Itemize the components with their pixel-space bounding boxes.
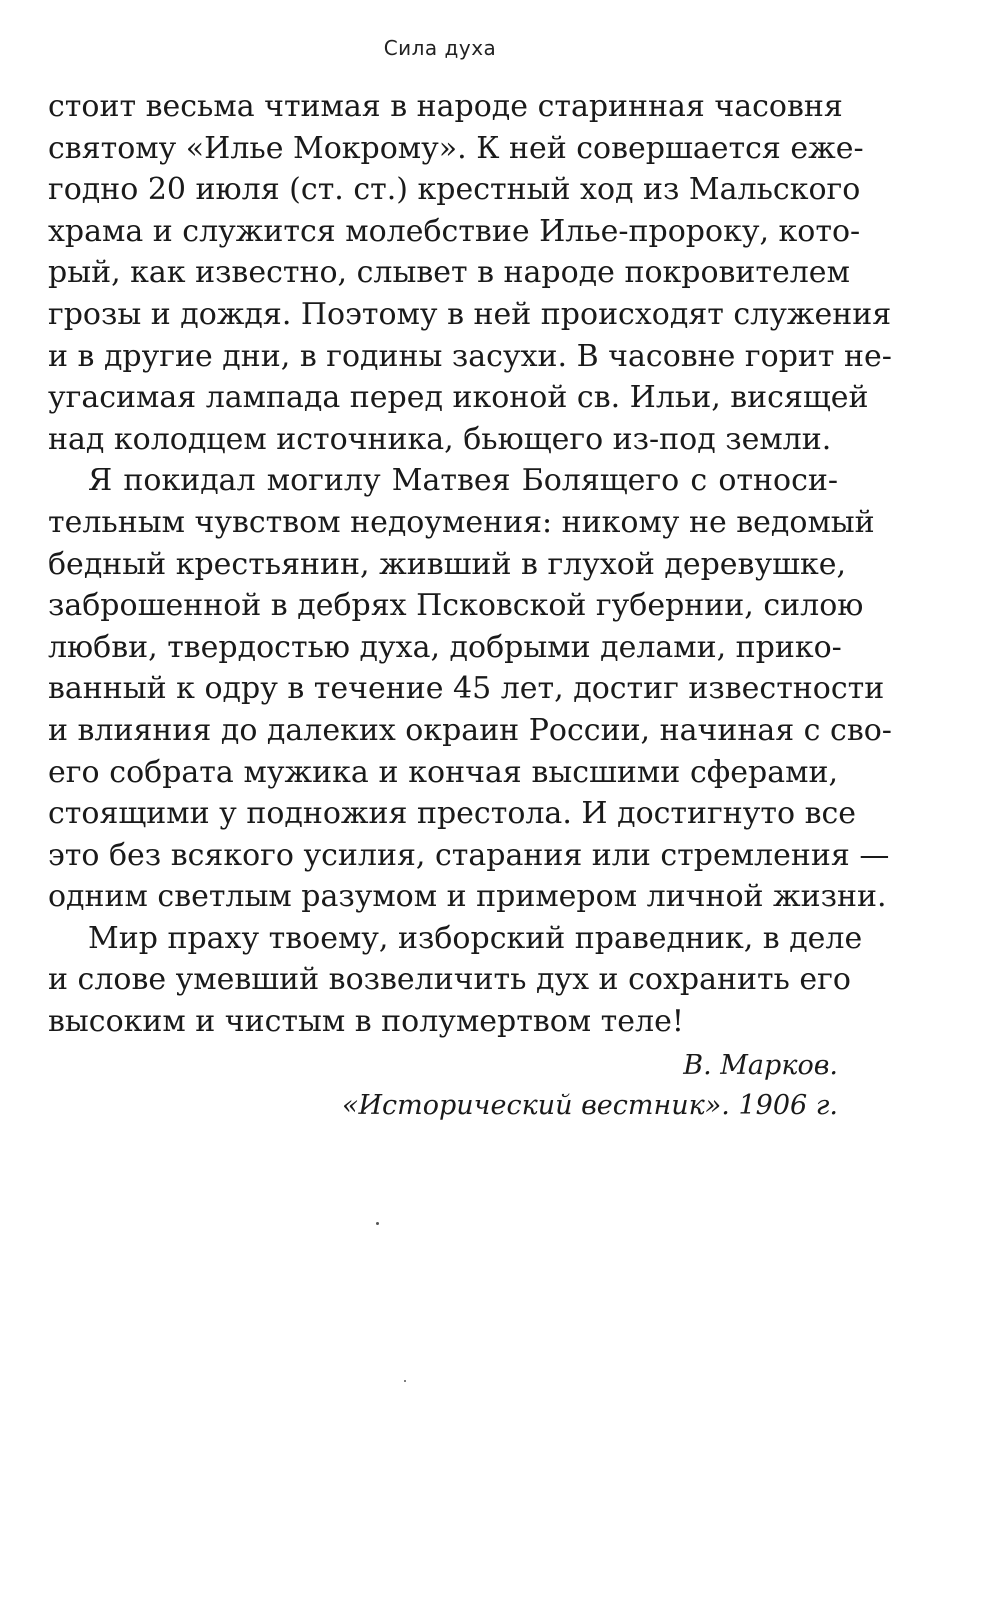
paragraph <box>48 918 863 1043</box>
print-speck <box>376 1222 379 1225</box>
body-text <box>48 86 892 1043</box>
text-line: это без всякого усилия, старания или стремления — <box>48 837 890 873</box>
text-line: Мир праху твоему, изборский праведник, в деле <box>88 920 863 956</box>
text-line: Я покидал могилу Матвея Болящего с относи- <box>88 463 838 499</box>
paragraph <box>48 86 892 460</box>
text-line: над колодцем источника, бьющего из-под земли. <box>48 421 832 457</box>
text-line: стоящими у подножия престола. И достигнуто все <box>48 796 857 832</box>
text-line: угасимая лампада перед иконой св. Ильи, висящей <box>48 380 869 416</box>
author-signature: В. Марков. <box>683 1050 838 1081</box>
text-line: годно 20 июля (ст. ст.) крестный ход из Мальского <box>48 172 861 208</box>
text-line: стоит весьма чтимая в народе старинная часовня <box>48 89 843 124</box>
text-line: грозы и дождя. Поэтому в ней происходят служения <box>48 296 892 332</box>
text-line: любви, твердостью духа, добрыми делами, прико- <box>48 629 842 665</box>
text-line: храма и служится молебствие Илье-пророку, кото- <box>48 213 861 249</box>
print-speck <box>404 1380 406 1382</box>
text-line: и слове умевший возвеличить дух и сохранить его <box>48 962 851 998</box>
text-line: его собрата мужика и кончая высшими сферами, <box>48 754 838 790</box>
text-line: и в другие дни, в годины засухи. В часовне горит не- <box>48 338 892 374</box>
text-line: святому «Илье Мокрому». К ней совершается еже- <box>48 130 864 166</box>
text-line: тельным чувством недоумения: никому не ведомый <box>48 504 875 540</box>
text-line: бедный крестьянин, живший в глухой деревушке, <box>48 546 847 582</box>
text-line: заброшенной в дебрях Псковской губернии, силою <box>48 588 864 624</box>
running-header: Сила духа <box>383 36 497 60</box>
text-line: одним светлым разумом и примером личной жизни. <box>48 879 887 915</box>
source-citation: «Исторический вестник». 1906 г. <box>341 1090 838 1121</box>
text-line: рый, как известно, слывет в народе покровителем <box>48 255 850 291</box>
text-line: высоким и чистым в полумертвом теле! <box>48 1004 684 1040</box>
text-line: ванный к одру в течение 45 лет, достиг известности <box>48 671 885 707</box>
paragraph <box>48 460 892 918</box>
text-line: и влияния до далеких окраин России, начиная с сво- <box>48 712 892 748</box>
